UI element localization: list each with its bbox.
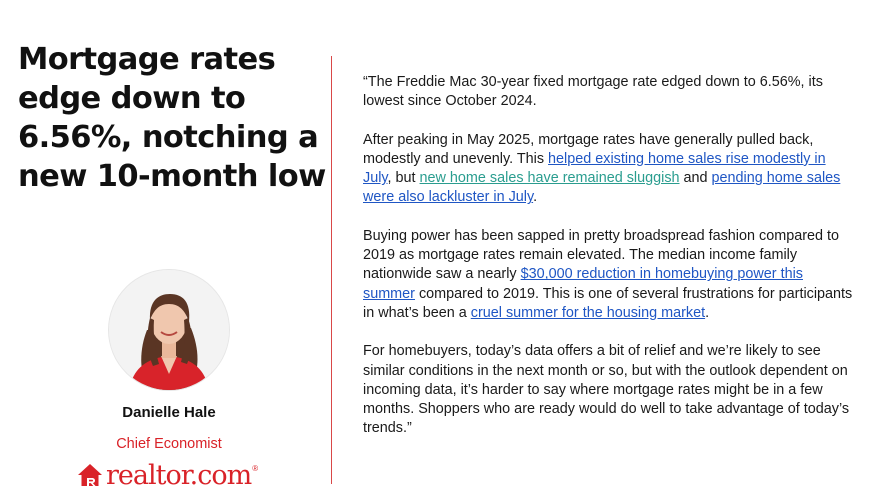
quote-text: .	[533, 189, 538, 206]
headline: Mortgage rates edge down to 6.56%, notching a new 10-month low	[18, 42, 326, 194]
trademark-symbol: ®	[252, 464, 259, 473]
quote-text: and	[679, 170, 712, 187]
portrait-illustration	[109, 270, 229, 390]
quote-block	[363, 73, 855, 458]
logo-wordmark: realtor.com	[106, 459, 252, 491]
new-home-sales-link[interactable]: new home sales have remained sluggish	[419, 170, 680, 187]
quote-text: Buying power has been sapped in pretty broadspread fashion compared to 2019 as mortgage rates remain elevated. The median income family nationwide saw a nearly	[363, 227, 840, 283]
quote-text: , but	[387, 170, 420, 187]
quote-paragraph-2	[363, 131, 855, 208]
quote-paragraph-4: For homebuyers, today’s data offers a bit of relief and we’re likely to see similar conditions in the next month or so, but with the outlook dependent on incoming data, it’s harder to say where mortgage rates might be in a few months. Shoppers who are ready would do well to take advantage of today’s trends.”	[363, 343, 850, 437]
person-title: Chief Economist	[116, 436, 222, 452]
existing-home-sales-link[interactable]: helped existing home sales rise modestly in July	[363, 150, 826, 187]
quote-paragraph-1: “The Freddie Mac 30-year fixed mortgage rate edged down to 6.56%, its lowest since October 2024.	[363, 74, 823, 110]
quote-text: After peaking in May 2025, mortgage rates have generally pulled back, modestly and unevenly. This	[363, 131, 814, 167]
cruel-summer-link[interactable]: cruel summer for the housing market	[470, 304, 706, 321]
quote-paragraph-3	[363, 227, 855, 323]
realtor-logo[interactable]	[77, 458, 258, 492]
vertical-divider	[331, 56, 332, 484]
quote-text: .	[705, 304, 710, 321]
house-icon	[77, 462, 103, 488]
person-name: Danielle Hale	[122, 404, 216, 421]
quote-text: compared to 2019. This is one of several frustrations for participants in what’s been a	[363, 285, 853, 321]
pending-home-sales-link[interactable]: pending home sales were also lackluster in July	[363, 170, 841, 206]
homebuying-power-link[interactable]: $30,000 reduction in homebuying power this summer	[363, 266, 803, 302]
avatar	[109, 270, 229, 390]
